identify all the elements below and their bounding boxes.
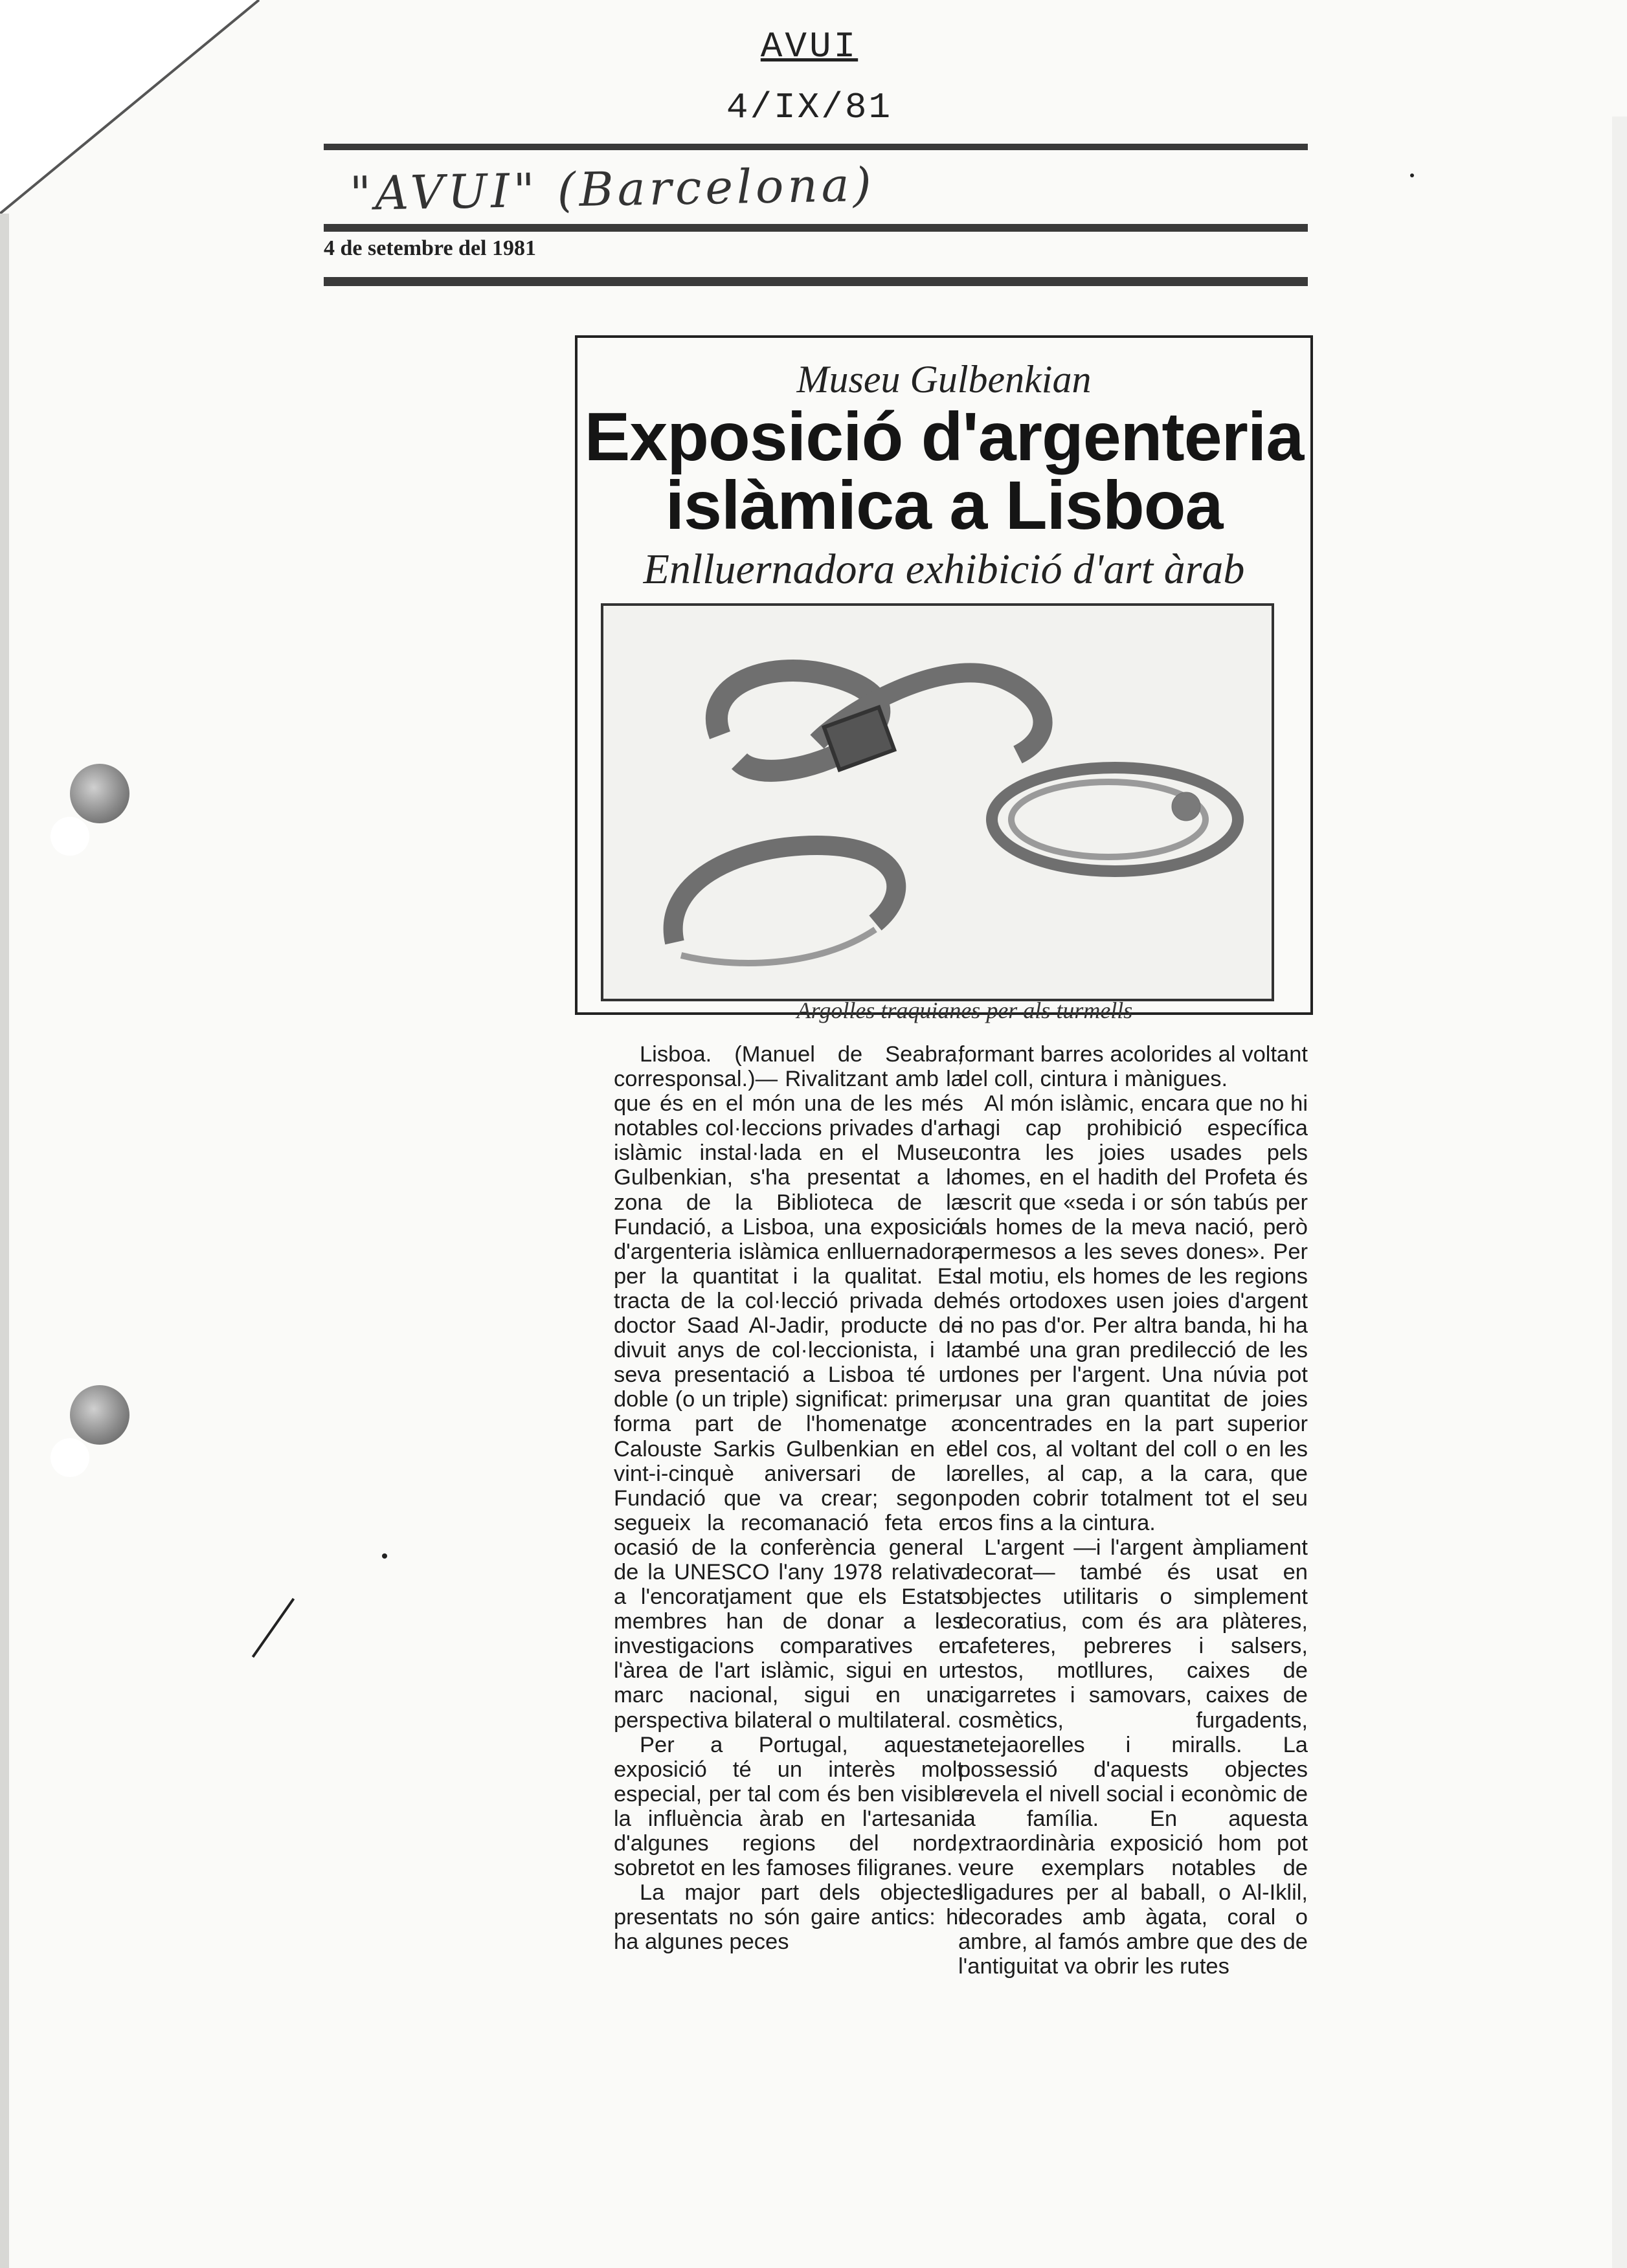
article-box (575, 335, 1313, 1015)
masthead-date: 4 de setembre del 1981 (324, 236, 536, 260)
archive-paper-name: AVUI (760, 26, 858, 67)
punch-hole-upper (70, 764, 129, 823)
archive-header (647, 26, 971, 128)
top-rule (324, 144, 1308, 150)
article-photo (601, 603, 1274, 1001)
anklets-image (603, 606, 1272, 999)
headline-line-1: Exposició d'argenteria (584, 399, 1304, 475)
photo-caption: Argolles traquianes per als turmells (796, 997, 1133, 1023)
paragraph: formant barres acolorides al voltant del coll, cintura i mànigues. (958, 1042, 1308, 1092)
paragraph: La major part dels objectes presentats no són gaire antics: hi ha algunes peces (614, 1880, 963, 1955)
article-kicker: Museu Gulbenkian (796, 358, 1092, 401)
article-column-right (958, 1042, 1308, 1979)
handwritten-note: "AVUI" (Barcelona) (349, 157, 876, 221)
paragraph: L'argent —i l'argent àmpliament decorat— també és usat en objectes utilitaris o simplement decoratius, com és ara plàteres, cafeteres, pebreres i salsers, testos, motllures, caixes de cigarretes i samovars, caixes de cosmètics, furgadents, netejaorelles i miralls. La possessió d'aquests objectes revela el nivell social i econòmic de la família. En aquesta extraordinària exposició hom pot veure exemplars notables de lligadures per al baball, o Al-Iklil, decorades amb àgata, coral o ambre, al famós ambre que des de l'antiguitat va obrir les rutes (958, 1535, 1308, 1979)
masthead-rule-upper (324, 224, 1308, 232)
article-column-left (614, 1042, 963, 1954)
article-headline (578, 399, 1310, 544)
headline-line-2: islàmica a Lisboa (665, 467, 1223, 544)
stray-mark (382, 1553, 387, 1559)
archive-date: 4/IX/81 (726, 87, 893, 128)
article-subhead: Enlluernadora exhibició d'art àrab (643, 546, 1245, 593)
paragraph: Lisboa. (Manuel de Seabra, corresponsal.)— Rivalitzant amb la que és en el món una de les més notables col·leccions privades d'art islàmic instal·lada en el Museu Gulbenkian, s'ha presentat a la zona de la Biblioteca de la Fundació, a Lisboa, una exposició d'argenteria islàmica enlluernadora per la quantitat i la qualitat. Es tracta de la col·lecció privada del doctor Saad Al-Jadir, producte de divuit anys de col·leccionista, i la seva presentació a Lisboa té un doble (o un triple) significat: primer, forma part de l'homenatge a Calouste Sarkis Gulbenkian en el vint-i-cinquè aniversari de la Fundació que va crear; segon, segueix la recomanació feta en ocasió de la conferència general de la UNESCO l'any 1978 relativa a l'encoratjament que els Estats membres han de donar a les investigacions comparatives en l'àrea de l'art islàmic, sigui en un marc nacional, sigui en una perspectiva bilateral o multilateral. (614, 1042, 963, 1733)
paragraph: Al món islàmic, encara que no hi hagi cap prohibició específica contra les joies usades pels homes, en el hadith del Profeta és escrit que «seda i or són tabús per als homes de la meva nació, però permesos a les seves dones». Per tal motiu, els homes de les regions més ortodoxes usen joies d'argent i no pas d'or. Per altra banda, hi ha també una gran predilecció de les dones per l'argent. Una núvia pot usar una gran quantitat de joies concentrades en la part superior del cos, al voltant del coll o en les orelles, al cap, a la cara, que poden cobrir totalment tot el seu cos fins a la cintura. (958, 1091, 1308, 1535)
masthead-rule-lower (324, 277, 1308, 286)
stray-mark (1410, 173, 1414, 177)
punch-hole-upper-highlight (50, 817, 89, 856)
paragraph: Per a Portugal, aquesta exposició té un interès molt especial, per tal com és ben visible la influència àrab en l'artesania d'algunes regions del nord, sobretot en les famoses filigranes. (614, 1732, 963, 1881)
punch-hole-lower (70, 1385, 129, 1445)
punch-hole-lower-highlight (50, 1438, 89, 1477)
